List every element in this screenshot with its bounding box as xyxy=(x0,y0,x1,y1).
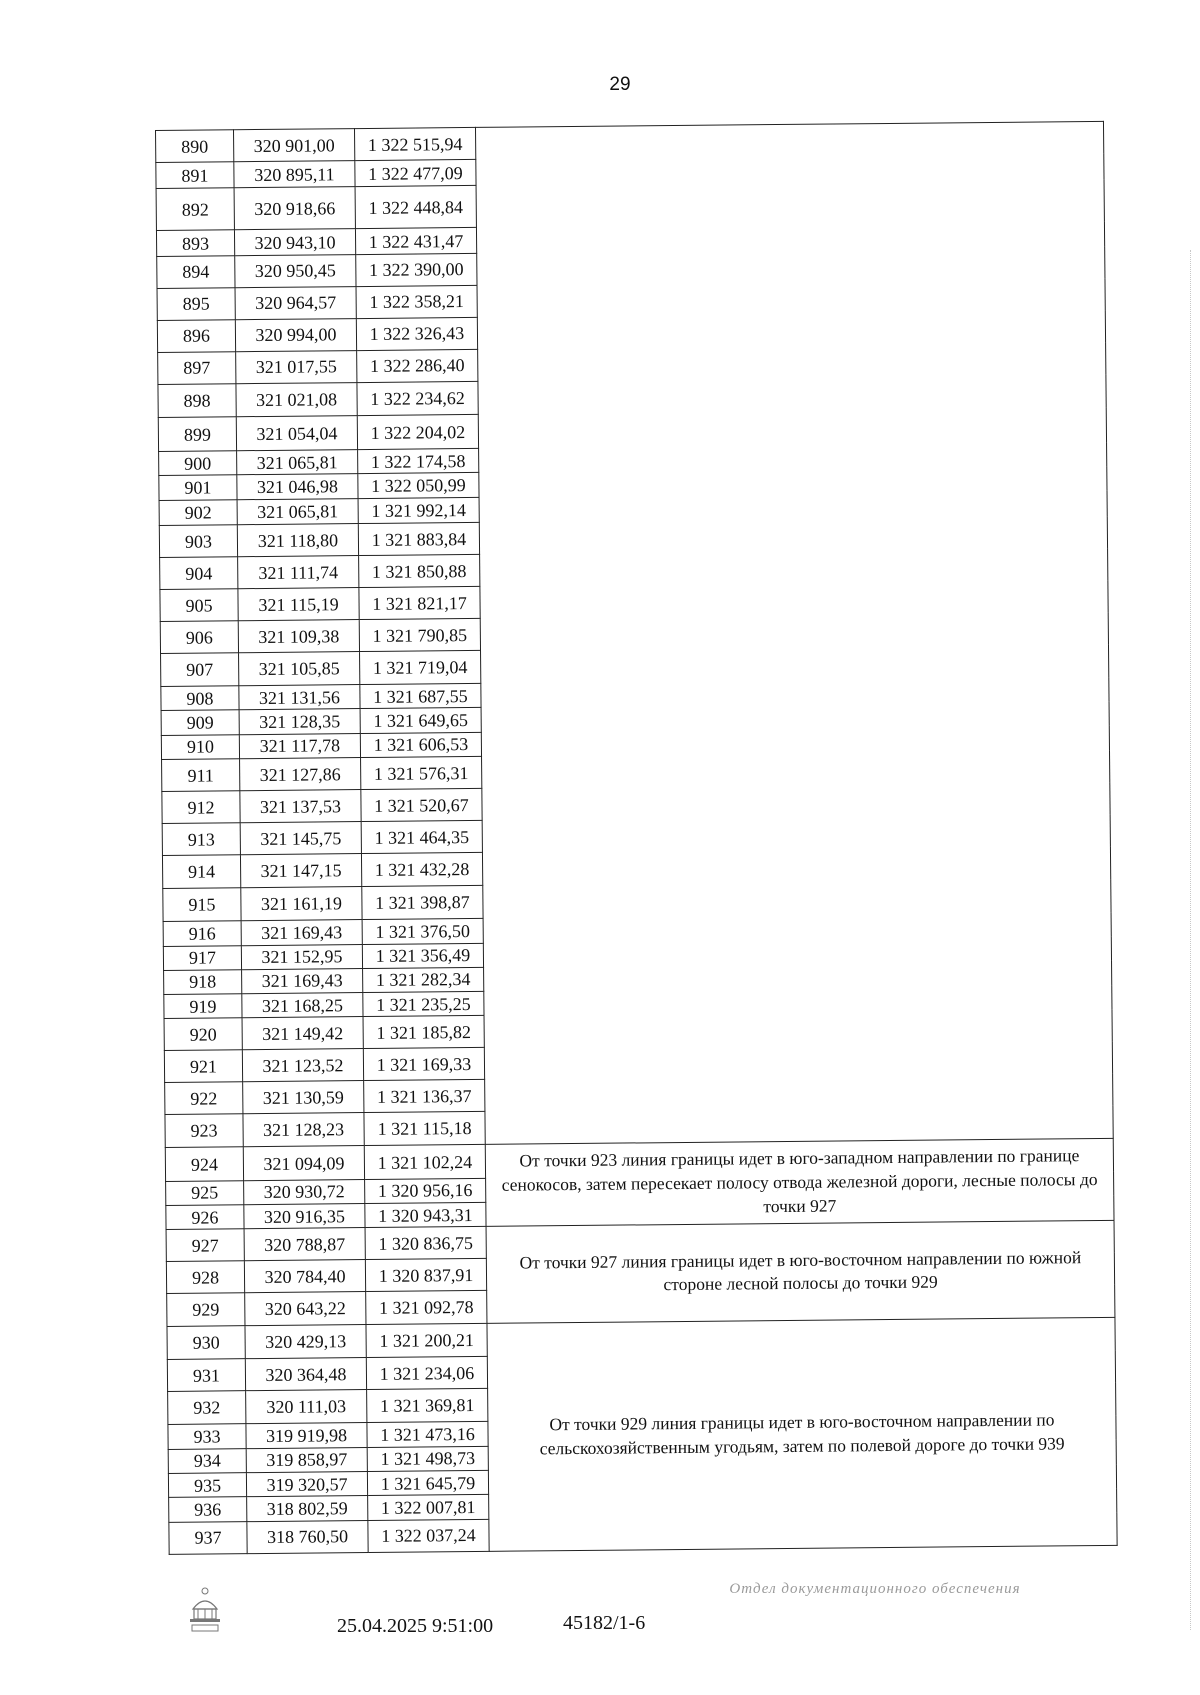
y-coordinate-cell: 1 321 169,33 xyxy=(363,1048,484,1081)
y-coordinate-cell: 1 321 850,88 xyxy=(359,554,480,587)
point-number-cell: 933 xyxy=(168,1424,246,1449)
point-number-cell: 906 xyxy=(160,621,238,654)
y-coordinate-cell: 1 321 821,17 xyxy=(359,586,480,619)
y-coordinate-cell: 1 321 464,35 xyxy=(361,820,482,853)
y-coordinate-cell: 1 321 649,65 xyxy=(360,708,481,733)
point-number-cell: 928 xyxy=(166,1261,244,1294)
y-coordinate-cell: 1 322 448,84 xyxy=(355,186,476,229)
emblem-logo-icon xyxy=(185,1585,225,1635)
point-number-cell: 922 xyxy=(165,1082,243,1115)
x-coordinate-cell: 318 802,59 xyxy=(247,1496,368,1521)
point-number-cell: 923 xyxy=(165,1114,243,1148)
x-coordinate-cell: 321 128,23 xyxy=(243,1113,364,1147)
y-coordinate-cell: 1 321 235,25 xyxy=(363,991,484,1016)
point-number-cell: 901 xyxy=(159,475,237,500)
x-coordinate-cell: 320 364,48 xyxy=(245,1358,366,1391)
x-coordinate-cell: 321 145,75 xyxy=(240,822,361,855)
x-coordinate-cell: 320 901,00 xyxy=(234,129,355,162)
x-coordinate-cell: 320 964,57 xyxy=(235,286,356,319)
y-coordinate-cell: 1 321 356,49 xyxy=(362,943,483,968)
x-coordinate-cell: 321 137,53 xyxy=(240,790,361,823)
point-number-cell: 904 xyxy=(160,557,238,590)
y-coordinate-cell: 1 322 234,62 xyxy=(357,381,478,415)
point-number-cell: 936 xyxy=(169,1497,247,1522)
y-coordinate-cell: 1 321 398,87 xyxy=(362,886,483,920)
y-coordinate-cell: 1 321 520,67 xyxy=(361,788,482,821)
y-coordinate-cell: 1 321 136,37 xyxy=(364,1080,485,1113)
y-coordinate-cell: 1 320 943,31 xyxy=(365,1202,486,1227)
point-number-cell: 912 xyxy=(162,791,240,824)
y-coordinate-cell: 1 322 286,40 xyxy=(357,349,478,382)
point-number-cell: 896 xyxy=(157,320,235,353)
y-coordinate-cell: 1 321 200,21 xyxy=(366,1324,487,1358)
point-number-cell: 905 xyxy=(160,589,238,622)
boundary-description-cell: От точки 923 линия границы идет в юго-западном направлении по границе сенокосов, затем пересекает полосу отвода железной дороги, лесные полосы до точки 927 xyxy=(485,1139,1114,1227)
point-number-cell: 913 xyxy=(162,823,240,856)
y-coordinate-cell: 1 320 956,16 xyxy=(365,1178,486,1203)
y-coordinate-cell: 1 322 431,47 xyxy=(355,228,476,255)
x-coordinate-cell: 321 147,15 xyxy=(240,854,361,888)
footer-document-number: 45182/1-6 xyxy=(563,1612,646,1634)
point-number-cell: 891 xyxy=(156,162,234,189)
point-number-cell: 907 xyxy=(161,653,239,687)
x-coordinate-cell: 321 168,25 xyxy=(242,993,363,1018)
x-coordinate-cell: 321 117,78 xyxy=(239,733,360,758)
y-coordinate-cell: 1 321 115,18 xyxy=(364,1112,485,1146)
boundary-description-cell: От точки 927 линия границы идет в юго-восточном направлении по южной стороне лесной полосы до точки 929 xyxy=(486,1220,1115,1323)
point-number-cell: 920 xyxy=(164,1018,242,1051)
point-number-cell: 926 xyxy=(166,1205,244,1230)
y-coordinate-cell: 1 321 185,82 xyxy=(363,1016,484,1049)
y-coordinate-cell: 1 321 102,24 xyxy=(364,1145,485,1179)
y-coordinate-cell: 1 322 390,00 xyxy=(356,253,477,286)
x-coordinate-cell: 321 111,74 xyxy=(238,556,359,589)
x-coordinate-cell: 321 118,80 xyxy=(237,524,358,557)
point-number-cell: 892 xyxy=(156,188,234,231)
y-coordinate-cell: 1 322 477,09 xyxy=(355,159,476,187)
point-number-cell: 916 xyxy=(163,921,241,946)
y-coordinate-cell: 1 321 369,81 xyxy=(367,1389,488,1423)
y-coordinate-cell: 1 321 282,34 xyxy=(363,967,484,992)
y-coordinate-cell: 1 322 515,94 xyxy=(354,127,475,160)
y-coordinate-cell: 1 321 645,79 xyxy=(367,1470,488,1495)
point-number-cell: 903 xyxy=(159,525,237,558)
y-coordinate-cell: 1 321 606,53 xyxy=(360,732,481,757)
footer-stamp-text: Отдел документационного обеспечения xyxy=(729,1581,1021,1597)
y-coordinate-cell: 1 321 432,28 xyxy=(361,852,482,886)
x-coordinate-cell: 320 429,13 xyxy=(245,1325,366,1359)
point-number-cell: 918 xyxy=(164,970,242,995)
point-number-cell: 927 xyxy=(166,1229,244,1262)
point-number-cell: 897 xyxy=(158,352,236,385)
y-coordinate-cell: 1 320 836,75 xyxy=(365,1227,486,1260)
x-coordinate-cell: 319 919,98 xyxy=(246,1423,367,1448)
y-coordinate-cell: 1 321 498,73 xyxy=(367,1446,488,1471)
x-coordinate-cell: 321 123,52 xyxy=(242,1049,363,1082)
x-coordinate-cell: 320 111,03 xyxy=(246,1390,367,1424)
x-coordinate-cell: 321 046,98 xyxy=(237,474,358,499)
point-number-cell: 911 xyxy=(162,759,240,792)
y-coordinate-cell: 1 322 326,43 xyxy=(356,317,477,350)
x-coordinate-cell: 320 788,87 xyxy=(244,1228,365,1261)
point-number-cell: 925 xyxy=(166,1180,244,1205)
point-number-cell: 937 xyxy=(169,1521,247,1554)
y-coordinate-cell: 1 320 837,91 xyxy=(365,1259,486,1292)
page-number: 29 xyxy=(609,74,631,95)
x-coordinate-cell: 319 858,97 xyxy=(246,1447,367,1472)
x-coordinate-cell: 321 169,43 xyxy=(241,920,362,945)
x-coordinate-cell: 320 895,11 xyxy=(234,161,355,189)
x-coordinate-cell: 321 127,86 xyxy=(240,758,361,791)
point-number-cell: 935 xyxy=(168,1473,246,1498)
x-coordinate-cell: 319 320,57 xyxy=(246,1472,367,1497)
point-number-cell: 902 xyxy=(159,499,237,525)
x-coordinate-cell: 321 065,81 xyxy=(237,450,358,475)
point-number-cell: 932 xyxy=(168,1391,246,1425)
point-number-cell: 890 xyxy=(156,130,234,163)
point-number-cell: 893 xyxy=(156,230,234,256)
footer-date: 25.04.2025 9:51:00 xyxy=(337,1615,494,1637)
boundary-description-cell: От точки 929 линия границы идет в юго-восточном направлении по сельскохозяйственным угодьям, затем по полевой дороге до точки 939 xyxy=(487,1318,1117,1552)
y-coordinate-cell: 1 321 719,04 xyxy=(360,650,481,684)
point-number-cell: 898 xyxy=(158,384,236,418)
x-coordinate-cell: 320 784,40 xyxy=(244,1260,365,1293)
y-coordinate-cell: 1 321 883,84 xyxy=(358,522,479,555)
x-coordinate-cell: 321 130,59 xyxy=(243,1081,364,1114)
x-coordinate-cell: 321 131,56 xyxy=(239,685,360,710)
point-number-cell: 917 xyxy=(163,945,241,970)
scan-edge-trace xyxy=(1190,250,1194,1630)
point-number-cell: 909 xyxy=(161,710,239,735)
boundary-description-cell xyxy=(475,121,1113,1144)
point-number-cell: 919 xyxy=(164,994,242,1019)
x-coordinate-cell: 321 109,38 xyxy=(238,620,359,653)
x-coordinate-cell: 320 918,66 xyxy=(234,187,355,230)
y-coordinate-cell: 1 322 174,58 xyxy=(358,449,479,474)
y-coordinate-cell: 1 322 007,81 xyxy=(368,1495,489,1520)
x-coordinate-cell: 321 065,81 xyxy=(237,498,358,525)
y-coordinate-cell: 1 321 092,78 xyxy=(366,1291,487,1325)
y-coordinate-cell: 1 322 037,24 xyxy=(368,1519,489,1553)
point-number-cell: 908 xyxy=(161,686,239,711)
y-coordinate-cell: 1 321 473,16 xyxy=(367,1422,488,1447)
coordinates-table-body xyxy=(156,121,1118,1554)
point-number-cell: 930 xyxy=(167,1326,245,1360)
point-number-cell: 931 xyxy=(167,1359,245,1392)
point-number-cell: 934 xyxy=(168,1448,246,1473)
point-number-cell: 921 xyxy=(164,1050,242,1083)
x-coordinate-cell: 321 115,19 xyxy=(238,588,359,621)
point-number-cell: 914 xyxy=(162,855,240,889)
point-number-cell: 895 xyxy=(157,288,235,321)
point-number-cell: 929 xyxy=(167,1293,245,1327)
y-coordinate-cell: 1 322 358,21 xyxy=(356,285,477,318)
x-coordinate-cell: 321 169,43 xyxy=(242,968,363,993)
x-coordinate-cell: 320 994,00 xyxy=(235,318,356,351)
x-coordinate-cell: 320 916,35 xyxy=(244,1203,365,1228)
x-coordinate-cell: 320 943,10 xyxy=(234,229,355,256)
y-coordinate-cell: 1 321 992,14 xyxy=(358,497,479,524)
point-number-cell: 894 xyxy=(157,256,235,289)
point-number-cell: 899 xyxy=(158,417,236,452)
x-coordinate-cell: 320 950,45 xyxy=(235,254,356,287)
x-coordinate-cell: 318 760,50 xyxy=(247,1520,368,1554)
y-coordinate-cell: 1 321 234,06 xyxy=(366,1357,487,1390)
y-coordinate-cell: 1 322 050,99 xyxy=(358,473,479,498)
y-coordinate-cell: 1 322 204,02 xyxy=(357,414,478,449)
y-coordinate-cell: 1 321 576,31 xyxy=(361,756,482,789)
x-coordinate-cell: 321 152,95 xyxy=(241,944,362,969)
x-coordinate-cell: 321 105,85 xyxy=(239,652,360,686)
y-coordinate-cell: 1 321 687,55 xyxy=(360,684,481,709)
x-coordinate-cell: 321 017,55 xyxy=(236,350,357,383)
x-coordinate-cell: 321 149,42 xyxy=(242,1017,363,1050)
x-coordinate-cell: 321 054,04 xyxy=(236,415,357,450)
x-coordinate-cell: 321 094,09 xyxy=(243,1146,364,1180)
point-number-cell: 924 xyxy=(165,1147,243,1181)
x-coordinate-cell: 321 021,08 xyxy=(236,382,357,416)
x-coordinate-cell: 321 128,35 xyxy=(239,709,360,734)
y-coordinate-cell: 1 321 376,50 xyxy=(362,919,483,944)
x-coordinate-cell: 320 643,22 xyxy=(245,1292,366,1326)
point-number-cell: 915 xyxy=(163,888,241,922)
x-coordinate-cell: 321 161,19 xyxy=(241,887,362,921)
y-coordinate-cell: 1 321 790,85 xyxy=(359,618,480,651)
table-row xyxy=(156,121,1104,162)
coordinates-table xyxy=(155,121,1118,1555)
point-number-cell: 900 xyxy=(159,451,237,476)
x-coordinate-cell: 320 930,72 xyxy=(244,1179,365,1204)
point-number-cell: 910 xyxy=(161,734,239,759)
